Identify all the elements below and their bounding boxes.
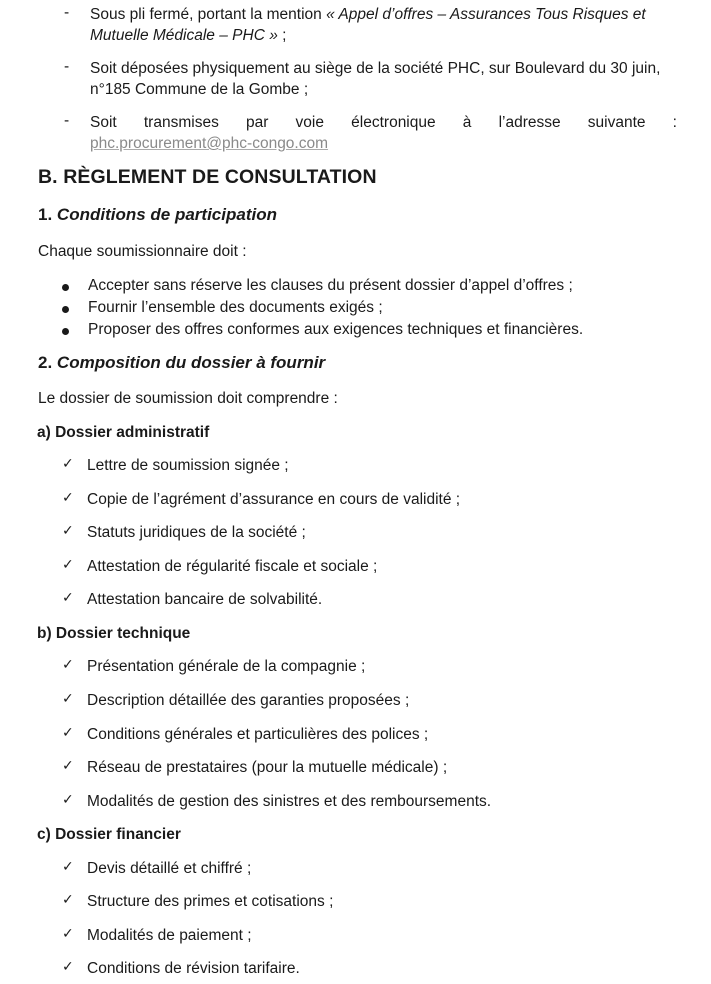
checklist-text: Lettre de soumission signée ; <box>87 457 289 474</box>
checkmark-icon: ✓ <box>62 892 74 908</box>
checkmark-icon: ✓ <box>62 523 74 539</box>
dash-item-text: Sous pli fermé, portant la mention <box>90 6 327 23</box>
intro-paragraph: Le dossier de soumission doit comprendre : <box>38 390 338 407</box>
dossier-heading-technique: b) Dossier technique <box>37 625 191 642</box>
dash-item-text: Soit transmises par voie électronique à l’adresse suivante : <box>90 114 677 131</box>
bullet-dot-icon <box>62 306 69 313</box>
checklist-text: Conditions de révision tarifaire. <box>87 960 300 977</box>
checklist-text: Devis détaillé et chiffré ; <box>87 860 252 877</box>
checklist-text: Conditions générales et particulières des polices ; <box>87 726 429 743</box>
checklist-text: Description détaillée des garanties proposées ; <box>87 692 410 709</box>
checkmark-icon: ✓ <box>62 657 74 673</box>
checkmark-icon: ✓ <box>62 691 74 707</box>
dash-marker: - <box>64 112 70 129</box>
subsection-number: 2. <box>38 353 53 372</box>
dash-item-italic: « Appel d’offres – Assurances Tous Risques et <box>326 6 646 23</box>
checklist-text: Modalités de paiement ; <box>87 927 252 944</box>
subsection-title: Conditions de participation <box>56 205 277 224</box>
bullet-dot-icon <box>62 284 69 291</box>
dossier-heading-administratif: a) Dossier administratif <box>37 424 210 441</box>
checklist-text: Statuts juridiques de la société ; <box>87 524 306 541</box>
checklist-text: Structure des primes et cotisations ; <box>87 893 334 910</box>
dash-item-italic: Mutuelle Médicale – PHC » <box>90 27 278 44</box>
checklist-text: Présentation générale de la compagnie ; <box>87 658 366 675</box>
checkmark-icon: ✓ <box>62 926 74 942</box>
checkmark-icon: ✓ <box>62 959 74 975</box>
email-link[interactable]: phc.procurement@phc-congo.com <box>90 135 329 152</box>
checkmark-icon: ✓ <box>62 490 74 506</box>
checkmark-icon: ✓ <box>62 456 74 472</box>
bullet-text: Accepter sans réserve les clauses du présent dossier d’appel d’offres ; <box>88 277 573 294</box>
checkmark-icon: ✓ <box>62 590 74 606</box>
checkmark-icon: ✓ <box>62 758 74 774</box>
bullet-text: Proposer des offres conformes aux exigences techniques et financières. <box>88 321 584 338</box>
bullet-text: Fournir l’ensemble des documents exigés ; <box>88 299 383 316</box>
bullet-dot-icon <box>62 328 69 335</box>
section-heading: B. RÈGLEMENT DE CONSULTATION <box>38 166 377 188</box>
checklist-text: Attestation bancaire de solvabilité. <box>87 591 323 608</box>
subsection-number: 1. <box>38 205 53 224</box>
checklist-text: Copie de l’agrément d’assurance en cours de validité ; <box>87 491 461 508</box>
checklist-text: Attestation de régularité fiscale et sociale ; <box>87 558 378 575</box>
checkmark-icon: ✓ <box>62 557 74 573</box>
dash-marker: - <box>64 58 70 75</box>
subsection-heading-1 <box>38 205 277 225</box>
checklist-text: Modalités de gestion des sinistres et des remboursements. <box>87 793 492 810</box>
subsection-title: Composition du dossier à fournir <box>56 353 326 372</box>
dash-item-text: ; <box>277 27 287 44</box>
dash-item-text: n°185 Commune de la Gombe ; <box>90 81 309 98</box>
checkmark-icon: ✓ <box>62 725 74 741</box>
dash-marker: - <box>64 4 70 21</box>
dossier-heading-financier: c) Dossier financier <box>37 826 181 843</box>
subsection-heading-2 <box>38 353 325 373</box>
checkmark-icon: ✓ <box>62 859 74 875</box>
checklist-text: Réseau de prestataires (pour la mutuelle médicale) ; <box>87 759 448 776</box>
checkmark-icon: ✓ <box>62 792 74 808</box>
intro-paragraph: Chaque soumissionnaire doit : <box>38 243 247 260</box>
dash-item-text: Soit déposées physiquement au siège de la société PHC, sur Boulevard du 30 juin, <box>90 60 661 77</box>
